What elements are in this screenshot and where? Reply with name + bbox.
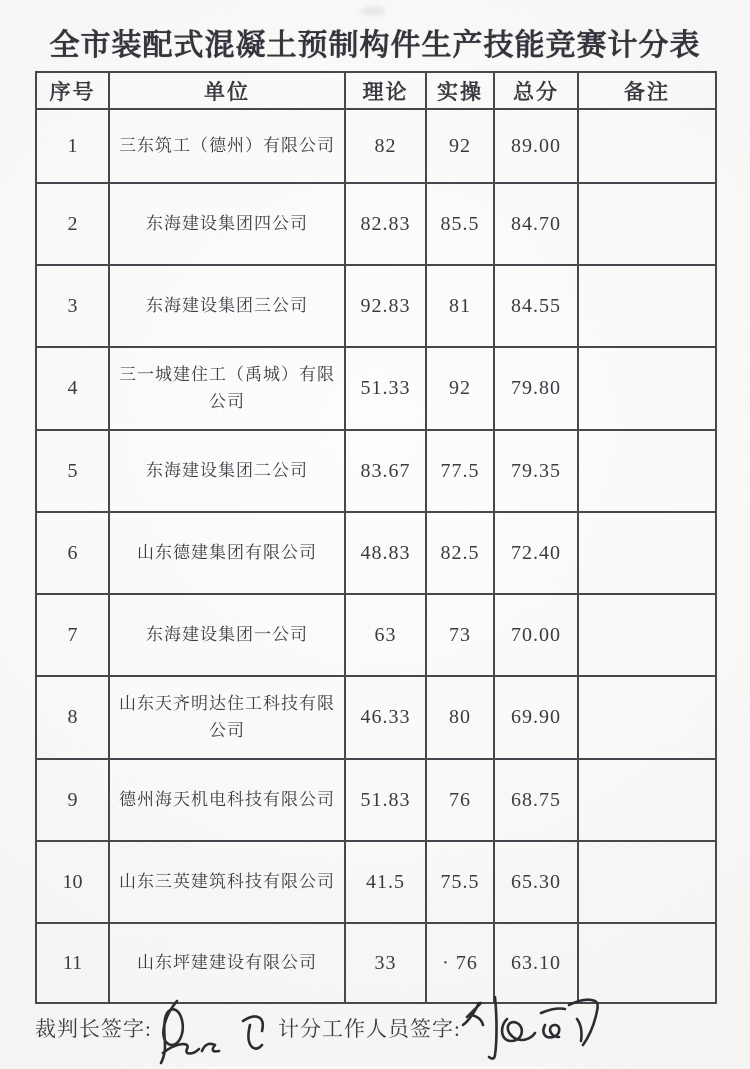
cell-no: 4 (36, 347, 109, 430)
col-header-total: 总分 (494, 72, 578, 109)
table-row (36, 347, 716, 430)
cell-theory: 83.67 (345, 430, 426, 512)
cell-theory: 51.33 (345, 347, 426, 430)
cell-no: 1 (36, 109, 109, 183)
cell-unit: 山东坪建建设有限公司 (109, 923, 345, 1003)
cell-practical: 77.5 (426, 430, 494, 512)
cell-unit: 东海建设集团三公司 (109, 265, 345, 347)
cell-practical: · 76 (426, 923, 494, 1003)
cell-practical: 81 (426, 265, 494, 347)
cell-unit: 东海建设集团二公司 (109, 430, 345, 512)
cell-no: 8 (36, 676, 109, 759)
cell-remark (578, 923, 716, 1003)
table-row (36, 923, 716, 1003)
table-row (36, 759, 716, 841)
table-row (36, 265, 716, 347)
score-table (35, 71, 717, 1004)
judge-signature-label: 裁判长签字: (35, 1017, 152, 1041)
cell-no: 11 (36, 923, 109, 1003)
table-row (36, 183, 716, 265)
cell-total: 70.00 (494, 594, 578, 676)
table-row (36, 109, 716, 183)
cell-practical: 76 (426, 759, 494, 841)
cell-practical: 92 (426, 347, 494, 430)
cell-total: 79.35 (494, 430, 578, 512)
cell-no: 6 (36, 512, 109, 594)
cell-remark (578, 265, 716, 347)
cell-total: 84.70 (494, 183, 578, 265)
table-row (36, 594, 716, 676)
cell-theory: 51.83 (345, 759, 426, 841)
cell-practical: 85.5 (426, 183, 494, 265)
cell-unit: 三一城建住工（禹城）有限公司 (109, 347, 345, 430)
cell-total: 89.00 (494, 109, 578, 183)
signature-footer (35, 1005, 725, 1065)
cell-practical: 92 (426, 109, 494, 183)
cell-practical: 73 (426, 594, 494, 676)
cell-theory: 48.83 (345, 512, 426, 594)
cell-total: 69.90 (494, 676, 578, 759)
col-header-unit: 单位 (109, 72, 345, 109)
cell-unit: 三东筑工（德州）有限公司 (109, 109, 345, 183)
cell-theory: 33 (345, 923, 426, 1003)
cell-no: 5 (36, 430, 109, 512)
cell-unit: 山东天齐明达住工科技有限公司 (109, 676, 345, 759)
cell-total: 84.55 (494, 265, 578, 347)
cell-remark (578, 841, 716, 923)
cell-remark (578, 676, 716, 759)
cell-theory: 92.83 (345, 265, 426, 347)
cell-total: 72.40 (494, 512, 578, 594)
cell-no: 9 (36, 759, 109, 841)
cell-remark (578, 430, 716, 512)
table-row (36, 430, 716, 512)
cell-theory: 46.33 (345, 676, 426, 759)
cell-remark (578, 512, 716, 594)
cell-unit: 东海建设集团一公司 (109, 594, 345, 676)
cell-unit: 山东三英建筑科技有限公司 (109, 841, 345, 923)
col-header-theory: 理论 (345, 72, 426, 109)
scorer-signature-label: 计分工作人员签字: (278, 1017, 461, 1041)
cell-theory: 63 (345, 594, 426, 676)
cell-unit: 山东德建集团有限公司 (109, 512, 345, 594)
cell-practical: 80 (426, 676, 494, 759)
cell-total: 68.75 (494, 759, 578, 841)
cell-remark (578, 594, 716, 676)
col-header-no: 序号 (36, 72, 109, 109)
scan-smudge (360, 6, 386, 16)
col-header-remark: 备注 (578, 72, 716, 109)
cell-remark (578, 109, 716, 183)
page-title: 全市装配式混凝土预制构件生产技能竞赛计分表 (49, 29, 701, 62)
cell-unit: 德州海天机电科技有限公司 (109, 759, 345, 841)
cell-total: 63.10 (494, 923, 578, 1003)
table-row (36, 676, 716, 759)
table-row (36, 512, 716, 594)
cell-unit: 东海建设集团四公司 (109, 183, 345, 265)
table-row (36, 841, 716, 923)
cell-total: 65.30 (494, 841, 578, 923)
cell-theory: 82 (345, 109, 426, 183)
cell-practical: 75.5 (426, 841, 494, 923)
cell-no: 10 (36, 841, 109, 923)
cell-total: 79.80 (494, 347, 578, 430)
cell-remark (578, 183, 716, 265)
cell-remark (578, 759, 716, 841)
cell-theory: 41.5 (345, 841, 426, 923)
col-header-practical: 实操 (426, 72, 494, 109)
cell-no: 3 (36, 265, 109, 347)
table-header-row (36, 72, 716, 109)
cell-remark (578, 347, 716, 430)
cell-no: 7 (36, 594, 109, 676)
cell-no: 2 (36, 183, 109, 265)
cell-practical: 82.5 (426, 512, 494, 594)
cell-theory: 82.83 (345, 183, 426, 265)
